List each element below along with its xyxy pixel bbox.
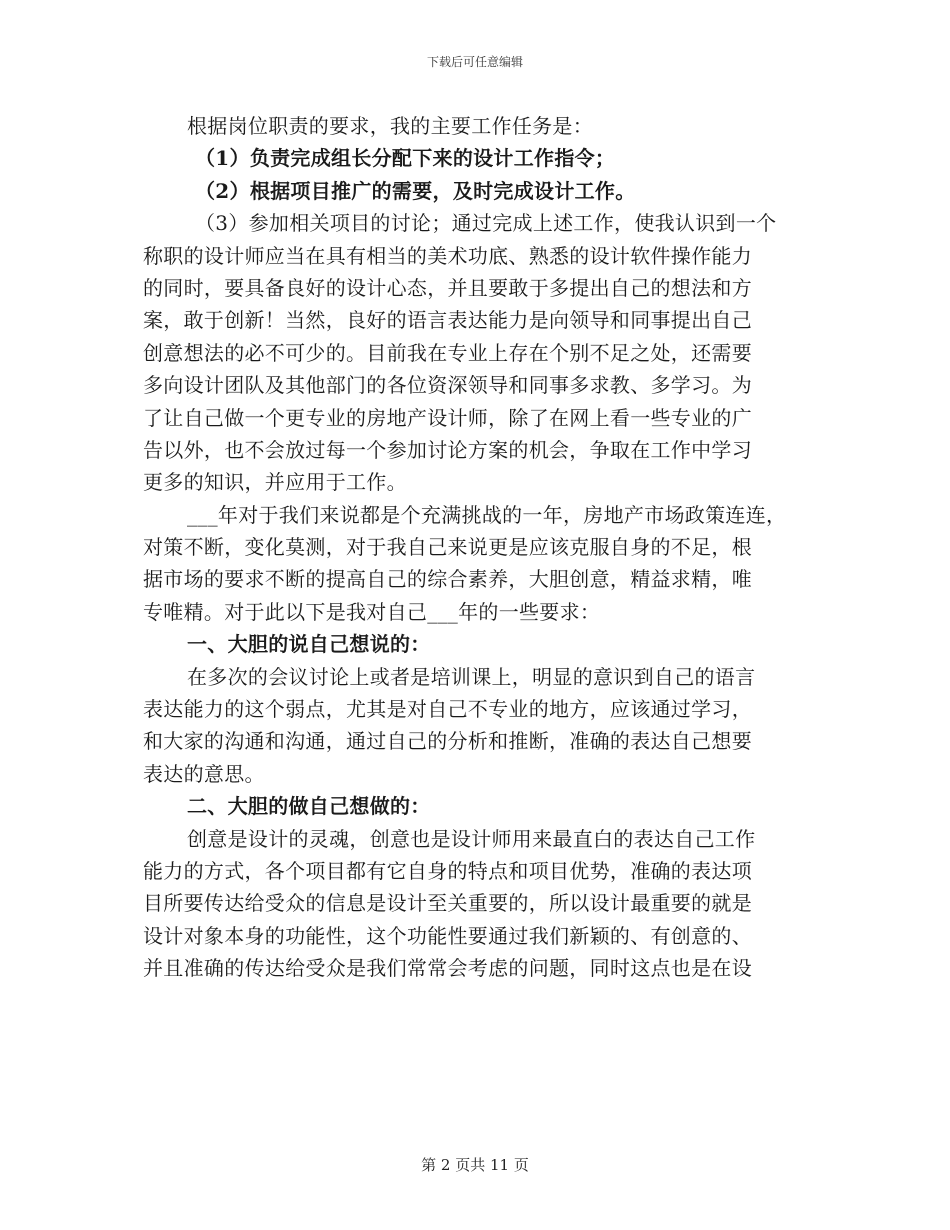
text-line: 对策不断，变化莫测，对于我自己来说更是应该克服自身的不足，根 <box>143 535 752 560</box>
text-line: 的同时，要具备良好的设计心态，并且要敢于多提出自己的想法和方 <box>143 275 752 300</box>
text-line: 了让自己做一个更专业的房地产设计师，除了在网上看一些专业的广 <box>143 405 752 430</box>
text-line: 称职的设计师应当在具有相当的美术功底、熟悉的设计软件操作能力 <box>143 243 752 268</box>
text-line: 多向设计团队及其他部门的各位资深领导和同事多求教、多学习。为 <box>143 373 752 398</box>
text-line: 更多的知识，并应用于工作。 <box>143 470 407 495</box>
text-line: 并且准确的传达给受众是我们常常会考虑的问题，同时这点也是在设 <box>143 956 752 981</box>
document-body <box>143 110 833 985</box>
text-line: 表达能力的这个弱点，尤其是对自己不专业的地方，应该通过学习， <box>143 697 752 722</box>
text-line: 根据岗位职责的要求，我的主要工作任务是： <box>187 114 593 138</box>
header-note: 下载后可任意编辑 <box>426 55 523 69</box>
text-line: 创意是设计的灵魂，创意也是设计师用来最直白的表达自己工作 <box>187 826 756 851</box>
text-line: 案，敢于创新！当然，良好的语言表达能力是向领导和同事提出自己 <box>143 308 752 333</box>
text-line: （3）参加相关项目的讨论；通过完成上述工作，使我认识到一个 <box>195 211 777 236</box>
heading-line: （1）负责完成组长分配下来的设计工作指令； <box>195 146 616 171</box>
heading-line: 一、大胆的说自己想说的： <box>187 632 431 657</box>
text-line: 表达的意思。 <box>143 761 265 786</box>
text-line: 告以外，也不会放过每一个参加讨论方案的机会，争取在工作中学习 <box>143 437 752 462</box>
heading-line: （2）根据项目推广的需要，及时完成设计工作。 <box>195 178 636 203</box>
heading-line: 二、大胆的做自己想做的： <box>187 794 431 819</box>
text-line: ___年对于我们来说都是个充满挑战的一年，房地产市场政策连连， <box>187 502 787 527</box>
page-number: 第 2 页共 11 页 <box>421 1156 529 1174</box>
text-line: 设计对象本身的功能性，这个功能性要通过我们新颖的、有创意的、 <box>143 923 752 948</box>
text-line: 创意想法的必不可少的。目前我在专业上存在个别不足之处，还需要 <box>143 340 752 365</box>
text-line: 专唯精。对于此以下是我对自己___年的一些要求： <box>143 599 601 624</box>
text-line: 在多次的会议讨论上或者是培训课上，明显的意识到自己的语言 <box>187 664 756 689</box>
text-line: 能力的方式，各个项目都有它自身的特点和项目优势，准确的表达项 <box>143 858 752 883</box>
text-line: 据市场的要求不断的提高自己的综合素养，大胆创意，精益求精，唯 <box>143 567 752 592</box>
text-line: 目所要传达给受众的信息是设计至关重要的，所以设计最重要的就是 <box>143 891 752 916</box>
text-line: 和大家的沟通和沟通，通过自己的分析和推断，准确的表达自己想要 <box>143 729 752 754</box>
